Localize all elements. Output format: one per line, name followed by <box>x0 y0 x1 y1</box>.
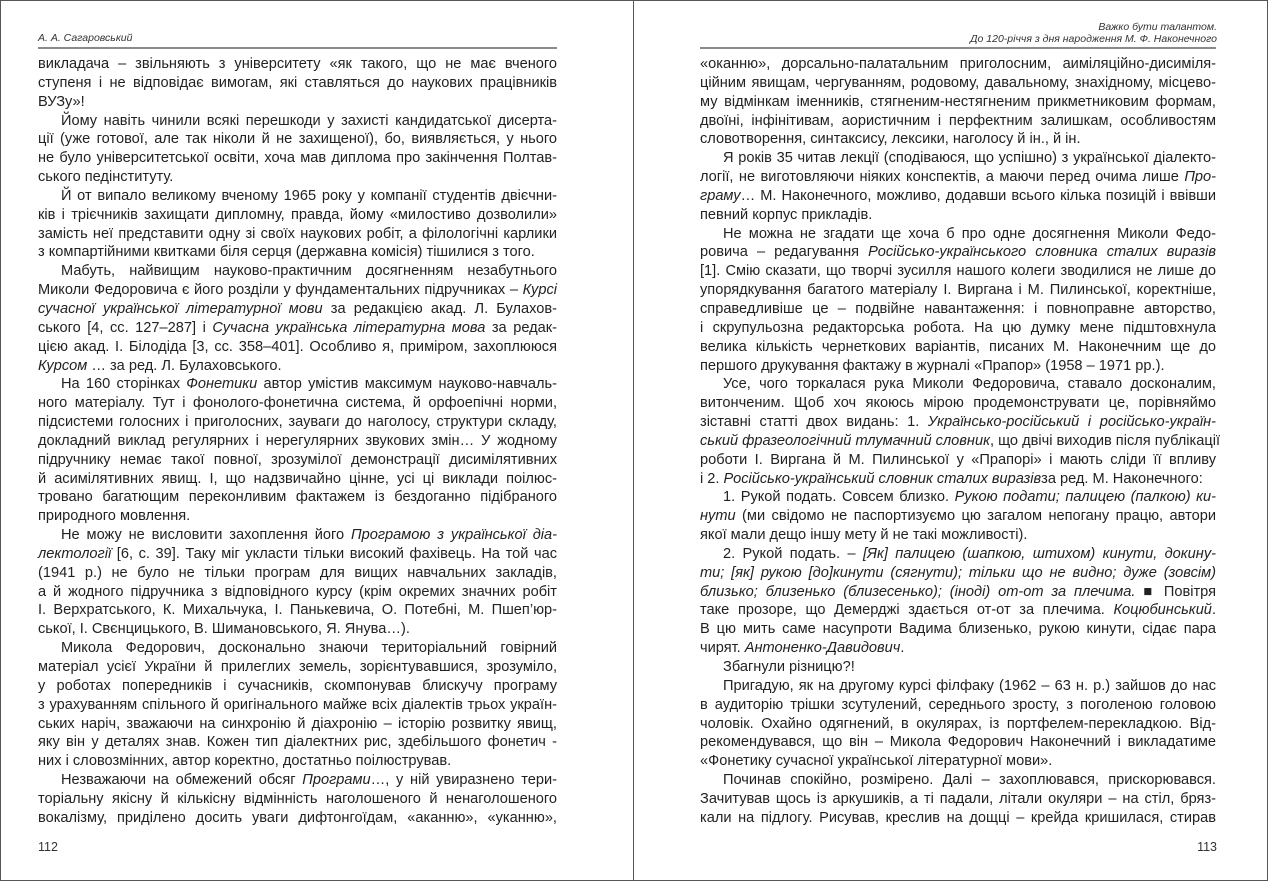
header-rule <box>38 47 557 49</box>
text-line <box>38 413 557 432</box>
text-segment: справедливіше це – подвійне навантаження: і повноправне авторство, <box>700 300 1216 317</box>
text-segment: а й жодного підручника з відповідного курсу (крім окремих значних робіт <box>38 583 557 600</box>
text-segment: торіальну якісну й кількісну відмінність наголошеного й ненаголошеного <box>38 790 557 807</box>
running-head-title <box>970 21 1217 45</box>
paragraph <box>700 677 1216 771</box>
paragraph <box>38 375 557 526</box>
text-segment: тровано багатющим переконливим фактажем із бездоганно підібраного <box>38 489 557 506</box>
paragraph <box>700 488 1216 545</box>
running-head-line: Важко бути талантом. <box>1098 21 1217 33</box>
text-line <box>38 620 557 639</box>
text-segment: підручнику немає такої повної, зрозумілої демонстрації дисимілятивних <box>38 451 557 468</box>
text-segment: ських наріч, зважаючи на синхронію й діахронію – історію розвитку явищ, <box>38 715 557 732</box>
text-segment: …, у ній увиразнено тери- <box>370 772 557 789</box>
text-line <box>700 639 1216 658</box>
text-segment: певний корпус прикладів. <box>700 206 873 223</box>
text-line <box>700 206 1216 225</box>
text-segment: замість неї представити одну зі своїх наукових робіт, а філологічні карлики <box>38 225 557 242</box>
text-segment: … за ред. Л. Булаховського. <box>87 357 282 374</box>
italic-text: Російсько-українського словника сталих виразів <box>868 244 1216 261</box>
text-segment: упорядкування багатого матеріалу І. Виргана і М. Пилинської, коректніше, <box>700 282 1216 299</box>
text-segment: 1. Рукой подать. Совсем близко. <box>723 489 955 506</box>
text-segment: [6, с. 39]. Таку міг укласти тільки високий фахівець. На той час <box>111 545 557 562</box>
paragraph <box>38 526 557 639</box>
italic-text: Рукою подати; палицею (палкою) ки- <box>954 489 1216 506</box>
text-segment: 2. Рукой подать. – <box>723 545 863 562</box>
text-segment: докладний виклад регулярних і нерегулярних звукових змін… У жодному <box>38 432 557 449</box>
text-line <box>38 168 557 187</box>
paragraph <box>38 187 557 262</box>
text-line <box>700 262 1216 281</box>
italic-text: ський фразеологічний тлумачний словник <box>700 432 990 449</box>
text-line <box>700 319 1216 338</box>
text-segment: . <box>1211 602 1216 619</box>
text-line <box>38 507 557 526</box>
italic-text: Програмою з української діа- <box>351 527 557 544</box>
text-segment: І. Верхратського, К. Михальчука, І. Панькевича, О. Потебні, М. Пшеп’юр- <box>38 602 557 619</box>
paragraph <box>38 262 557 375</box>
text-line <box>38 564 557 583</box>
text-segment: ■ Повітря <box>1135 583 1216 600</box>
text-segment: ського [4, сс. 127–287] і <box>38 319 213 336</box>
text-segment: [1]. Смію сказати, що творчі зусилля нашого колеги зводилися не лише до <box>700 263 1216 280</box>
text-segment: кали на підлогу. Рисував, креслив на дощці – крейда кришилася, стирав <box>700 809 1216 826</box>
text-segment: ків і трієчників захищати дипломну, правда, йому «милостиво дозволили» <box>38 206 557 223</box>
text-line <box>38 206 557 225</box>
running-head-line: До 120-річчя з дня народження М. Ф. Наконечного <box>970 33 1217 45</box>
text-segment: Микола Федорович, досконально знаючи територіальний говірний <box>61 640 557 657</box>
right-page <box>633 0 1268 881</box>
text-line <box>700 375 1216 394</box>
text-line <box>38 488 557 507</box>
text-line <box>700 696 1216 715</box>
text-line <box>700 526 1216 545</box>
text-line <box>38 319 557 338</box>
text-segment: му відмінкам іменників, стягненим-нестягненим прикметниковим формам, <box>700 93 1216 110</box>
text-segment: «оканню», дорсально-палатальним приголосним, аиміляційно-дисиміля- <box>700 56 1216 72</box>
text-segment: (1941 р.) не було не тільки програм для вищих навчальних закладів, <box>38 564 557 581</box>
text-line <box>700 809 1216 828</box>
text-segment: Незважаючи на обмежений обсяг <box>61 772 303 789</box>
text-line <box>700 583 1216 602</box>
italic-text: Українсько-російський і російсько-україн- <box>927 414 1216 431</box>
text-segment: матеріал усієї України й прилеглих земель, зорієнтувавшися, зрозуміло, <box>38 659 557 675</box>
text-segment: з компартійними квитками біля серця (державна комісія) тішилися з того. <box>38 244 535 261</box>
text-line <box>700 225 1216 244</box>
text-line <box>700 394 1216 413</box>
text-line <box>38 55 557 74</box>
text-line <box>38 658 557 677</box>
text-segment: Й от випало великому вченому 1965 року у компанії студентів двієчни- <box>61 187 557 204</box>
text-segment: В цю мить саме насупроти Вадима близенько, рукою кинути, сідає пара <box>700 621 1216 638</box>
paragraph <box>700 225 1216 376</box>
text-line <box>38 187 557 206</box>
text-segment: з урахуванням спільного й оригінального майже всіх діалектів трьох україн- <box>38 696 557 713</box>
text-line <box>700 470 1216 489</box>
italic-text: Сучасна українська літературна мова <box>212 319 486 336</box>
text-line <box>38 93 557 112</box>
italic-text: Коцюбинський <box>1113 602 1212 619</box>
text-segment: чоловік. Охайно одягнений, в окулярах, із портфелем-перекладкою. Від- <box>700 715 1216 732</box>
text-line <box>38 149 557 168</box>
text-segment: за редакцією акад. Л. Булахов- <box>322 300 557 317</box>
paragraph <box>38 55 557 112</box>
text-line <box>700 55 1216 74</box>
text-line <box>700 620 1216 639</box>
text-line <box>38 262 557 281</box>
text-line <box>700 715 1216 734</box>
italic-text: Російсько-український словник сталих виразів <box>723 470 1042 487</box>
text-segment: чирят. <box>700 640 745 657</box>
text-line <box>38 677 557 696</box>
text-segment: ського педінституту. <box>38 169 174 186</box>
text-line <box>700 149 1216 168</box>
text-segment: Усе, чого торкалася рука Миколи Федоровича, ставало досконалим, <box>723 376 1216 393</box>
text-segment: природного мовлення. <box>38 508 191 525</box>
text-segment: ції (уже готової, але так ніколи й не захищеної), бо, виявляється, у нього <box>38 131 557 148</box>
text-segment: яку він у деталях знав. Кожен тип діалектних рис, здебільшого фонетич - <box>38 734 557 751</box>
text-segment: Зачитував щось із аркушиків, а ті падали, літали окуляри – на стіл, бряз- <box>700 790 1216 807</box>
text-line <box>38 281 557 300</box>
italic-text: Курсі <box>522 282 557 299</box>
paragraph <box>700 771 1216 828</box>
text-line <box>38 470 557 489</box>
text-line <box>700 488 1216 507</box>
text-segment: Я років 35 читав лекції (сподіваюся, що успішно) з української діалекто- <box>723 150 1216 167</box>
text-line <box>38 809 557 828</box>
text-line <box>38 771 557 790</box>
text-segment: словотворення, синтаксису, лексики, наголосу й ін., й ін. <box>700 131 1081 148</box>
paragraph <box>38 771 557 828</box>
text-segment: ВУЗу»! <box>38 93 85 110</box>
text-line <box>700 451 1216 470</box>
paragraph <box>38 112 557 187</box>
italic-text: сучасної української літературної мови <box>38 300 323 317</box>
text-line <box>700 243 1216 262</box>
text-segment: не було університетської освіти, хоча мав диплома про закінчення Полтав- <box>38 150 557 167</box>
paragraph <box>700 149 1216 224</box>
text-line <box>700 74 1216 93</box>
text-segment: і 2. <box>700 470 724 487</box>
text-line <box>38 639 557 658</box>
text-segment: Пригадую, як на другому курсі філфаку (1962 – 63 н. р.) зайшов до нас <box>723 677 1216 694</box>
text-line <box>38 526 557 545</box>
text-line <box>38 300 557 319</box>
text-segment: (ми свідомо не паспортизуємо цю загалом непогану працю, автори <box>735 508 1216 525</box>
italic-text: Програми <box>302 772 371 789</box>
text-line <box>38 451 557 470</box>
text-segment: зіставні статті двох видань: 1. <box>700 414 928 431</box>
text-segment: Миколи Федоровича є його розділи у фундаментальних підручниках – <box>38 282 523 299</box>
text-segment: Збагнули різницю?! <box>723 659 855 675</box>
text-segment: ровича – редагування <box>700 244 869 261</box>
text-segment: за ред. М. Наконечного: <box>1041 470 1203 487</box>
text-line <box>38 696 557 715</box>
text-line <box>700 357 1216 376</box>
text-segment: в аудиторію трішки зсутулений, середнього зросту, з поголеною головою <box>700 696 1216 713</box>
text-line <box>700 130 1216 149</box>
text-segment: Йому навіть чинили всякі перешкоди у захисті кандидатської дисерта- <box>61 112 557 129</box>
text-segment: них і словозмінних, автор коректно, достатньо поілюстрував. <box>38 753 452 770</box>
text-segment: й асимілятивних явищ. І, що надзвичайно цінне, усі ці виклади поілюс- <box>38 470 557 487</box>
text-line <box>700 413 1216 432</box>
text-line <box>38 112 557 131</box>
text-segment: першого друкування фактажу в журналі «Прапор» (1958 – 1971 рр.). <box>700 357 1165 374</box>
text-line <box>700 93 1216 112</box>
text-segment: роботи І. Виргана й М. Пилинської у «Прапорі» і мають сліди її впливу <box>700 451 1216 468</box>
text-line <box>700 564 1216 583</box>
text-line <box>700 733 1216 752</box>
paragraph <box>700 658 1216 677</box>
text-line <box>38 583 557 602</box>
text-line <box>700 338 1216 357</box>
text-line <box>38 545 557 564</box>
text-segment: Мабуть, найвищим науково-практичним досягненням незабутнього <box>61 263 557 280</box>
text-line <box>38 394 557 413</box>
text-line <box>38 790 557 809</box>
text-line <box>700 601 1216 620</box>
text-line <box>38 375 557 394</box>
text-line <box>38 733 557 752</box>
text-segment: цією акад. І. Білодіда [3, сс. 358–401]. Особливо я, приміром, захоплююся <box>38 338 557 355</box>
text-segment: якої мали дещо іншу мету й не такі можливості). <box>700 527 1028 544</box>
text-segment: таке прозоре, що Демерджі здається от-от за плечима. <box>700 602 1114 619</box>
text-segment: двоїні, інфінітивам, аористичним і перфектним залишкам, особливостям <box>700 112 1216 129</box>
text-segment: На 160 сторінках <box>61 376 187 393</box>
italic-text: Про- <box>1184 169 1216 186</box>
italic-text: ти; [як] рукою [до]кинути (сягнути); тільки що не видно; дуже (зовсім) <box>700 564 1216 581</box>
text-line <box>700 790 1216 809</box>
page-number: 113 <box>1197 840 1217 854</box>
body-text <box>38 55 557 828</box>
italic-text: нути <box>700 508 736 525</box>
page-number: 112 <box>38 840 58 854</box>
text-line <box>700 168 1216 187</box>
italic-text: Фонетики <box>186 376 258 393</box>
text-segment: Не можна не згадати ще хоча б про одне досягнення Миколи Федо- <box>723 225 1216 242</box>
paragraph <box>700 375 1221 488</box>
text-segment: , що двічі виходив після публікації <box>989 432 1221 449</box>
text-segment: ного матеріалу. Тут і фонолого-фонетична система, й орфоепічні норми, <box>38 395 557 412</box>
text-segment: за редак- <box>485 319 557 336</box>
text-segment: … М. Наконечного, можливо, додавши всього кілька позицій і ввівши <box>740 187 1216 204</box>
text-segment: ційним явищам, чергуванням, родовому, давальному, знахідному, місцево- <box>700 74 1216 91</box>
italic-text: Курсом <box>38 357 88 374</box>
text-line <box>38 225 557 244</box>
text-segment: «Фонетику сучасної української літературної мови». <box>700 753 1053 770</box>
text-line <box>38 357 557 376</box>
text-line <box>38 243 557 262</box>
text-line <box>700 658 1216 677</box>
text-line <box>700 507 1216 526</box>
text-line <box>38 752 557 771</box>
text-line <box>700 432 1221 451</box>
text-line <box>700 112 1216 131</box>
paragraph <box>700 55 1216 149</box>
paragraph <box>38 639 557 771</box>
italic-text: [Як] палицею (шапкою, штихом) кинути, докину- <box>862 545 1216 562</box>
text-line <box>38 338 557 357</box>
text-line <box>38 432 557 451</box>
body-text <box>700 55 1221 828</box>
running-head-author: А. А. Сагаровський <box>38 32 133 44</box>
italic-text: лектології <box>38 545 112 562</box>
text-line <box>38 601 557 620</box>
text-segment: . <box>900 640 905 657</box>
text-segment: автор умістив максимум науково-навчаль- <box>257 376 557 393</box>
text-line <box>38 74 557 93</box>
text-line <box>700 771 1216 790</box>
italic-text: Антоненко-Давидович <box>744 640 901 657</box>
text-line <box>38 130 557 149</box>
text-line <box>700 281 1216 300</box>
text-segment: Не можу не висловити захоплення його <box>61 527 352 544</box>
text-line <box>700 300 1216 319</box>
text-line <box>700 752 1216 771</box>
text-segment: підсистеми голосних і приголосних, зауваги до наголосу, структури складу, <box>38 414 557 431</box>
paragraph <box>700 545 1216 658</box>
text-segment: вокалізму, приділено досить уваги дифтонгоїдам, «аканню», «уканню», <box>38 809 557 826</box>
text-segment: ської, І. Свєнцицького, В. Шимановського, Я. Янува…). <box>38 621 410 638</box>
text-segment: і скрупульозна редакторська робота. На цю думку мене підштовхнула <box>700 319 1216 336</box>
header-rule <box>700 47 1216 49</box>
text-segment: ступеня і не відповідає вимогам, які ставляться до наукових працівників <box>38 74 557 91</box>
text-segment: Починав спокійно, розмірено. Далі – захоплювався, прискорювався. <box>723 772 1216 789</box>
italic-text: близько; близенько (близесенько); (іноді) от-от за плечима. <box>700 583 1136 600</box>
text-line <box>700 677 1216 696</box>
text-segment: витонченим. Щоб хоч якоюсь мірою продемонструвати це, порівняймо <box>700 395 1216 412</box>
text-segment: у роботах попередників і сучасників, скомпонував блискучу програму <box>38 677 557 694</box>
text-line <box>38 715 557 734</box>
text-line <box>700 545 1216 564</box>
text-line <box>700 187 1216 206</box>
text-segment: велика кількість чернеткових варіантів, писаних М. Наконечним ще до <box>700 338 1216 355</box>
text-segment: логії, не виготовляючи ніяких конспектів, а маючи перед очима лише <box>700 169 1185 186</box>
text-segment: викладача – звільняють з університету «як такого, що не має вченого <box>38 56 557 72</box>
text-segment: рекомендувався, що він – Микола Федорович Наконечний і викладатиме <box>700 734 1216 751</box>
italic-text: граму <box>700 187 741 204</box>
